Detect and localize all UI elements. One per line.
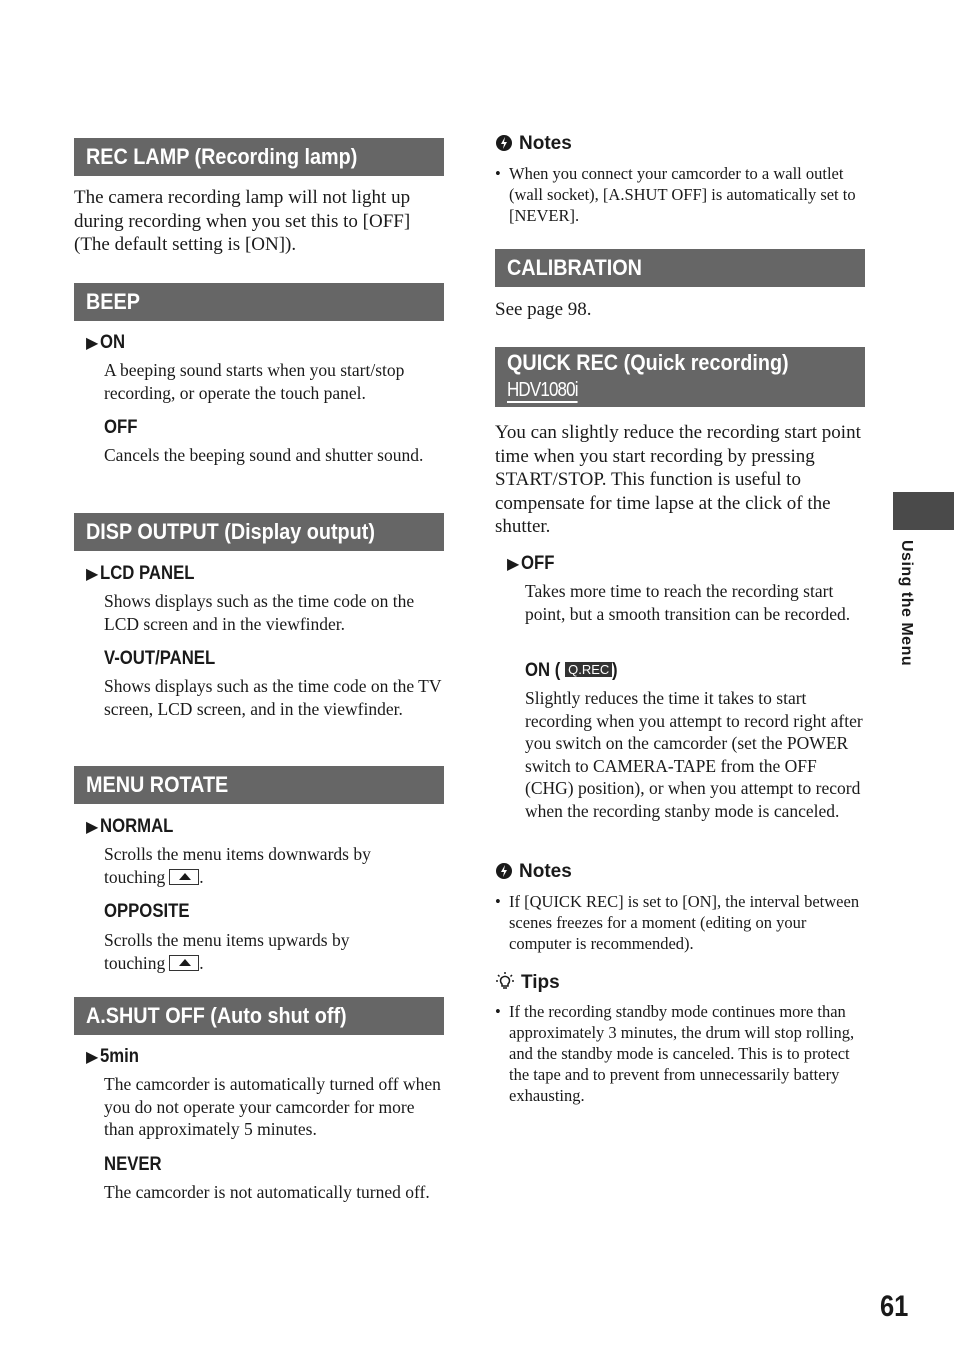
scroll-up-button-icon	[169, 869, 199, 885]
option-desc-opposite: Scrolls the menu items upwards by touching .	[104, 930, 350, 973]
note-item: • If [QUICK REC] is set to [ON], the interval between scenes freezes for a moment (editing on your computer is recommended).	[495, 892, 860, 953]
section-header-menu-rotate: MENU ROTATE	[74, 766, 444, 804]
option-desc-quick-rec-off: Takes more time to reach the recording start point, but a smooth transition can be recorded.	[525, 581, 851, 624]
q-rec-badge: Q.REC	[565, 662, 612, 677]
option-label-v-out-panel: V-OUT/PANEL	[104, 648, 216, 669]
notes-heading: Notes	[495, 861, 572, 883]
calibration-description: See page 98.	[495, 299, 592, 320]
option-desc-beep-off: Cancels the beeping sound and shutter sound.	[104, 445, 424, 465]
option-label-quick-rec-on: ON ( Q.REC )	[525, 660, 618, 681]
notes-icon	[495, 134, 513, 152]
section-header-rec-lamp: REC LAMP (Recording lamp)	[74, 138, 444, 176]
tips-heading: Tips	[495, 971, 560, 994]
default-arrow-icon: ▶	[86, 1049, 99, 1066]
default-arrow-icon: ▶	[507, 556, 520, 573]
option-desc-lcd-panel: Shows displays such as the time code on the LCD screen and in the viewfinder.	[104, 591, 415, 634]
default-arrow-icon: ▶	[86, 819, 99, 836]
default-arrow-icon: ▶	[86, 566, 99, 583]
option-desc-normal: Scrolls the menu items downwards by touching .	[104, 844, 371, 887]
option-label-quick-rec-off: ▶ OFF	[507, 553, 555, 574]
option-desc-quick-rec-on: Slightly reduces the time it takes to start recording when you attempt to record right after you switch on the camcorder (set the POWER switch to CAMERA-TAPE from the OFF (CHG) position), or when you attempt to record when the recording stanby mode is canceled.	[525, 688, 863, 821]
rec-lamp-description: The camera recording lamp will not light up during recording when you set this to [OFF] (The default setting is [ON]).	[74, 187, 411, 255]
option-label-normal: ▶ NORMAL	[86, 816, 174, 837]
section-header-beep: BEEP	[74, 283, 444, 321]
note-item: • When you connect your camcorder to a wall outlet (wall socket), [A.SHUT OFF] is automatically set to [NEVER].	[495, 164, 856, 225]
quick-rec-description: You can slightly reduce the recording start point time when you start recording by pressing START/STOP. This function is useful to compensate for time lapse at the click of the shutter.	[495, 422, 861, 537]
section-header-calibration: CALIBRATION	[495, 249, 865, 287]
section-header-disp-output: DISP OUTPUT (Display output)	[74, 513, 444, 551]
tip-item: • If the recording standby mode continues more than approximately 3 minutes, the drum will stop rolling, and the standby mode is canceled. This is to protect the tape and to prevent from unnecessarily battery exhausting.	[495, 1002, 855, 1105]
option-label-5min: ▶ 5min	[86, 1046, 140, 1067]
chapter-label: Using the Menu	[898, 540, 915, 667]
lightbulb-icon	[495, 971, 515, 991]
option-label-never: NEVER	[104, 1154, 162, 1175]
scroll-up-button-icon	[169, 955, 199, 971]
section-header-auto-shut-off: A.SHUT OFF (Auto shut off)	[74, 997, 444, 1035]
page-number: 61	[880, 1290, 909, 1323]
option-label-opposite: OPPOSITE	[104, 901, 190, 922]
option-label-beep-off: OFF	[104, 417, 138, 438]
option-desc-v-out-panel: Shows displays such as the time code on the TV screen, LCD screen, and in the viewfinder.	[104, 676, 442, 719]
option-desc-5min: The camcorder is automatically turned off when you do not operate your camcorder for more than approximately 5 minutes.	[104, 1074, 441, 1139]
option-desc-beep-on: A beeping sound starts when you start/stop recording, or operate the touch panel.	[104, 360, 405, 403]
hdv1080i-badge: HDV1080i	[507, 379, 578, 401]
notes-icon	[495, 862, 513, 880]
section-header-quick-rec: QUICK REC (Quick recording) HDV1080i	[495, 347, 865, 407]
option-desc-never: The camcorder is not automatically turned off.	[104, 1182, 430, 1202]
option-label-beep-on: ▶ ON	[86, 332, 126, 353]
notes-heading: Notes	[495, 133, 572, 155]
option-label-lcd-panel: ▶ LCD PANEL	[86, 563, 195, 584]
default-arrow-icon: ▶	[86, 335, 99, 352]
chapter-tab	[893, 492, 954, 530]
